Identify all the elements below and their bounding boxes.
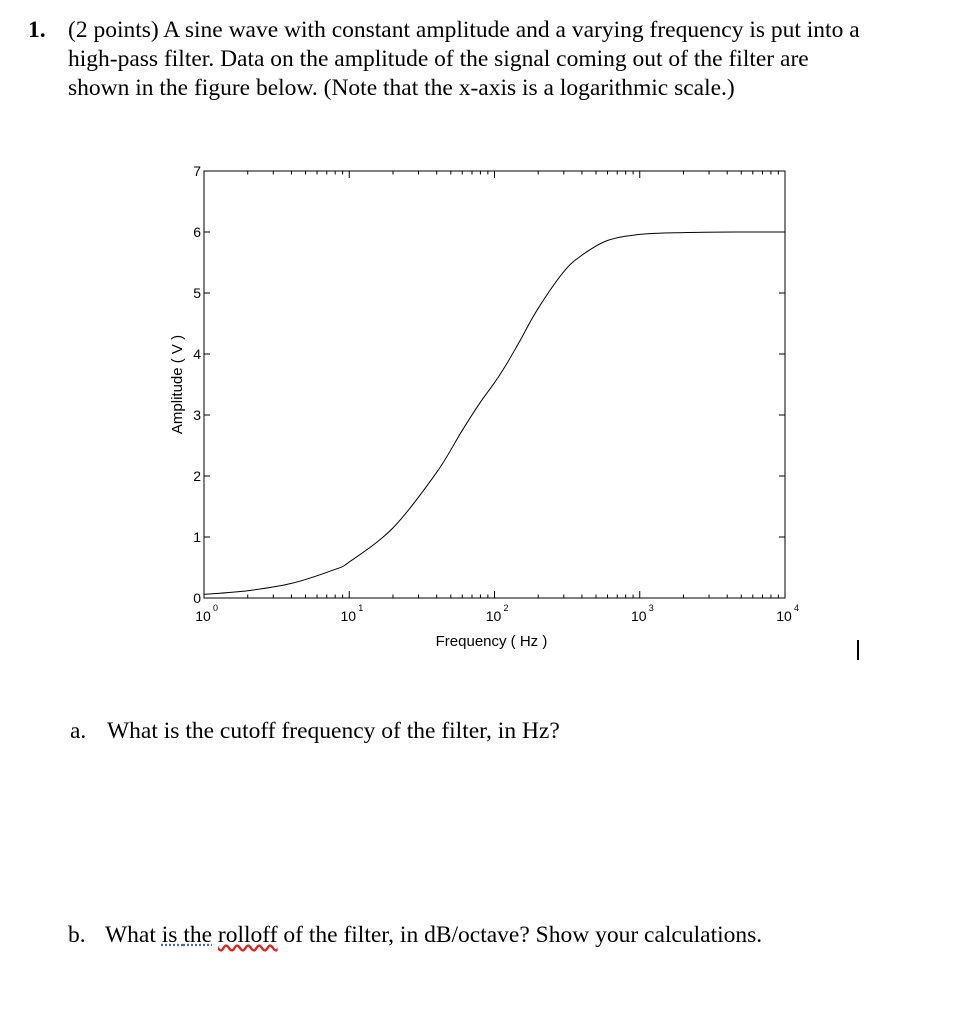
question-number: 1.: [28, 17, 46, 43]
part-a-label: a.: [70, 718, 87, 744]
part-a-question: [70, 718, 560, 745]
x-tick-exponent: 0: [213, 603, 219, 613]
x-tick-label: 10: [485, 608, 502, 624]
x-tick-label: 10: [630, 608, 647, 624]
y-tick-label: 7: [193, 163, 201, 179]
y-tick-label: 0: [193, 590, 201, 606]
y-tick-label: 3: [193, 407, 201, 423]
y-tick-label: 1: [193, 529, 201, 545]
x-tick-label: 10: [776, 608, 792, 624]
question-line-2: high-pass filter. Data on the amplitude of the signal coming out of the filter are: [68, 46, 809, 72]
question-line-1: 1. (2 points) A sine wave with constant amplitude and a varying frequency is put into a: [28, 17, 860, 43]
grammar-flag-is-the: is the: [161, 922, 213, 948]
part-a-text: What is the cutoff frequency of the filter, in Hz?: [107, 718, 560, 744]
x-tick-label: 10: [340, 608, 357, 624]
y-tick-label: 5: [193, 285, 201, 301]
x-tick-exponent: 2: [503, 603, 509, 613]
plot-frame: [204, 171, 785, 598]
part-b-label: b.: [68, 922, 86, 948]
x-tick-exponent: 4: [794, 603, 800, 613]
question-line-3: shown in the figure below. (Note that the x-axis is a logarithmic scale.): [68, 75, 735, 101]
y-tick-label: 6: [193, 224, 201, 240]
x-tick-exponent: 3: [648, 603, 654, 613]
part-b-question: b. What is the rolloff of the filter, in dB/octave? Show your calculations.: [68, 922, 763, 948]
x-tick-exponent: 1: [358, 603, 364, 613]
y-tick-label: 4: [193, 346, 201, 362]
series-line-amplitude: [204, 232, 785, 594]
x-axis-label: Frequency ( Hz ): [435, 633, 548, 650]
x-tick-label: 10: [195, 608, 211, 624]
text-cursor: [857, 640, 859, 660]
y-axis-label: Amplitude ( V ): [169, 334, 186, 435]
spelling-flag-rolloff: rolloff: [217, 922, 278, 948]
y-tick-label: 2: [193, 468, 201, 484]
